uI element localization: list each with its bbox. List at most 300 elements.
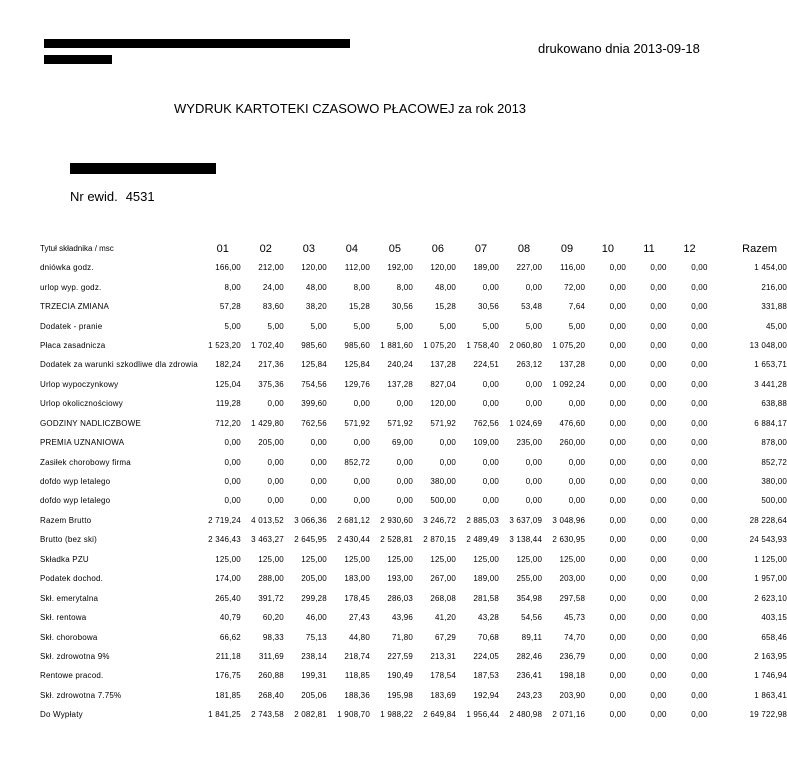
cell-value: 391,72: [258, 593, 284, 603]
cell-value: 203,00: [559, 574, 586, 584]
cell-value: 0,00: [525, 399, 543, 409]
cell-value: 0,00: [691, 321, 708, 331]
cell-value: 0,00: [482, 496, 500, 506]
cell-value: 53,48: [521, 302, 543, 312]
row-total: 403,15: [761, 613, 787, 623]
cell-value: 0,00: [568, 457, 586, 467]
column-header-month: 09: [560, 242, 574, 255]
cell-value: 0,00: [691, 593, 708, 603]
table-row: [40, 550, 787, 569]
cell-value: 0,00: [609, 438, 627, 448]
cell-value: 15,28: [348, 302, 370, 312]
cell-value: 1 075,20: [423, 340, 457, 350]
cell-value: 224,51: [473, 360, 500, 370]
row-label: Skł. emerytalna: [40, 593, 99, 603]
row-total: 2 623,10: [754, 593, 787, 603]
cell-value: 281,58: [473, 593, 500, 603]
cell-value: 288,00: [258, 574, 284, 584]
cell-value: 112,00: [344, 263, 370, 273]
cell-value: 40,79: [219, 613, 241, 623]
cell-value: 0,00: [353, 399, 370, 409]
cell-value: 1 758,40: [466, 340, 500, 350]
row-label: GODZINY NADLICZBOWE: [40, 418, 141, 428]
cell-value: 2 082,81: [294, 710, 327, 720]
cell-value: 137,28: [430, 360, 457, 370]
cell-value: 311,69: [258, 651, 284, 661]
cell-value: 2 649,84: [423, 710, 457, 720]
cell-value: 217,36: [258, 360, 284, 370]
cell-value: 125,84: [344, 360, 370, 370]
cell-value: 0,00: [568, 496, 586, 506]
cell-value: 125,04: [215, 379, 241, 389]
row-total: 638,88: [761, 399, 787, 409]
cell-value: 0,00: [691, 690, 708, 700]
cell-value: 1 075,20: [552, 340, 586, 350]
cell-value: 0,00: [691, 340, 708, 350]
cell-value: 1 908,70: [337, 710, 370, 720]
cell-value: 48,00: [435, 282, 457, 292]
row-total: 28 228,64: [749, 515, 787, 525]
cell-value: 0,00: [609, 418, 627, 428]
column-header-month: 01: [216, 242, 229, 255]
cell-value: 0,00: [224, 496, 241, 506]
row-total: 45,00: [765, 321, 787, 331]
cell-value: 198,18: [559, 671, 586, 681]
cell-value: 0,00: [310, 438, 327, 448]
cell-value: 571,92: [387, 418, 414, 428]
cell-value: 0,00: [224, 457, 241, 467]
cell-value: 0,00: [691, 438, 708, 448]
redacted-employee-name: [70, 163, 216, 174]
cell-value: 0,00: [609, 515, 627, 525]
table-row: [40, 588, 787, 607]
row-total: 500,00: [761, 496, 787, 506]
cell-value: 83,60: [262, 302, 284, 312]
row-label: dniówka godz.: [40, 263, 94, 273]
cell-value: 137,28: [559, 360, 586, 370]
cell-value: 5,00: [224, 321, 241, 331]
cell-value: 0,00: [609, 613, 627, 623]
row-label: Skł. zdrowotna 9%: [40, 651, 110, 661]
table-row: [40, 569, 787, 588]
cell-value: 0,00: [525, 477, 543, 487]
row-label: TRZECIA ZMIANA: [40, 302, 110, 312]
cell-value: 0,00: [650, 438, 667, 448]
cell-value: 0,00: [353, 438, 370, 448]
cell-value: 15,28: [435, 302, 457, 312]
cell-value: 189,00: [473, 263, 500, 273]
cell-value: 0,00: [691, 574, 708, 584]
cell-value: 238,14: [301, 651, 327, 661]
cell-value: 46,00: [305, 613, 327, 623]
cell-value: 5,00: [482, 321, 500, 331]
cell-value: 827,04: [430, 379, 457, 389]
cell-value: 125,00: [387, 554, 414, 564]
row-total: 2 163,95: [754, 651, 787, 661]
table-row: [40, 277, 787, 296]
cell-value: 0,00: [691, 418, 708, 428]
cell-value: 235,00: [516, 438, 543, 448]
cell-value: 67,29: [435, 632, 457, 642]
cell-value: 0,00: [396, 496, 414, 506]
cell-value: 399,60: [301, 399, 327, 409]
cell-value: 0,00: [650, 496, 667, 506]
cell-value: 0,00: [691, 535, 708, 545]
row-label: Skł. chorobowa: [40, 632, 98, 642]
cell-value: 0,00: [650, 690, 667, 700]
cell-value: 54,56: [521, 613, 543, 623]
cell-value: 0,00: [691, 554, 708, 564]
cell-value: 0,00: [691, 515, 708, 525]
row-label: dofdo wyp letalego: [40, 477, 111, 487]
cell-value: 0,00: [650, 593, 667, 603]
cell-value: 3 246,72: [423, 515, 457, 525]
payroll-table: [40, 239, 787, 725]
cell-value: 0,00: [691, 263, 708, 273]
cell-value: 0,00: [650, 477, 667, 487]
cell-value: 0,00: [224, 438, 241, 448]
row-total: 3 441,28: [754, 379, 787, 389]
cell-value: 193,00: [387, 574, 414, 584]
cell-value: 0,00: [650, 632, 667, 642]
table-row: [40, 258, 787, 277]
cell-value: 0,00: [568, 399, 586, 409]
cell-value: 375,36: [258, 379, 284, 389]
cell-value: 476,60: [559, 418, 586, 428]
row-label: Zasiłek chorobowy firma: [40, 457, 131, 467]
cell-value: 0,00: [650, 399, 667, 409]
row-label: Rentowe pracod.: [40, 671, 104, 681]
cell-value: 5,00: [568, 321, 586, 331]
cell-value: 213,31: [430, 651, 457, 661]
cell-value: 1 024,69: [509, 418, 543, 428]
cell-value: 2 870,15: [423, 535, 457, 545]
table-row: [40, 452, 787, 471]
cell-value: 2 885,03: [466, 515, 500, 525]
cell-value: 166,00: [215, 263, 241, 273]
cell-value: 205,06: [301, 690, 327, 700]
cell-value: 260,88: [258, 671, 284, 681]
cell-value: 0,00: [482, 379, 500, 389]
cell-value: 0,00: [650, 340, 667, 350]
cell-value: 0,00: [525, 496, 543, 506]
cell-value: 762,56: [473, 418, 500, 428]
row-total: 1 863,41: [754, 690, 787, 700]
cell-value: 0,00: [691, 477, 708, 487]
cell-value: 985,60: [301, 340, 327, 350]
cell-value: 125,00: [344, 554, 370, 564]
cell-value: 183,00: [344, 574, 370, 584]
cell-value: 0,00: [609, 554, 627, 564]
cell-value: 0,00: [691, 651, 708, 661]
cell-value: 3 048,96: [552, 515, 586, 525]
row-total: 1 653,71: [754, 360, 787, 370]
column-header-month: 08: [517, 242, 531, 255]
cell-value: 48,00: [305, 282, 327, 292]
cell-value: 3 637,09: [509, 515, 543, 525]
cell-value: 183,69: [430, 690, 457, 700]
row-total: 878,00: [761, 438, 787, 448]
cell-value: 0,00: [609, 282, 627, 292]
cell-value: 2 430,44: [337, 535, 370, 545]
cell-value: 0,00: [650, 282, 667, 292]
cell-value: 4 013,52: [251, 515, 284, 525]
cell-value: 205,00: [301, 574, 327, 584]
cell-value: 2 346,43: [208, 535, 241, 545]
cell-value: 0,00: [609, 399, 627, 409]
cell-value: 5,00: [267, 321, 284, 331]
row-total: 852,72: [761, 457, 787, 467]
cell-value: 0,00: [609, 340, 627, 350]
cell-value: 203,90: [559, 690, 586, 700]
cell-value: 70,68: [478, 632, 500, 642]
row-label: Urlop okolicznościowy: [40, 399, 123, 409]
cell-value: 268,08: [430, 593, 457, 603]
cell-value: 0,00: [650, 710, 667, 720]
cell-value: 0,00: [691, 457, 708, 467]
cell-value: 5,00: [439, 321, 457, 331]
cell-value: 2 489,49: [466, 535, 500, 545]
cell-value: 299,28: [301, 593, 327, 603]
cell-value: 286,03: [387, 593, 414, 603]
cell-value: 109,00: [473, 438, 500, 448]
cell-value: 125,00: [516, 554, 543, 564]
cell-value: 2 930,60: [380, 515, 414, 525]
cell-value: 120,00: [301, 263, 327, 273]
row-label: Skł. rentowa: [40, 613, 87, 623]
cell-value: 0,00: [267, 399, 284, 409]
cell-value: 0,00: [650, 613, 667, 623]
table-row: [40, 316, 787, 335]
cell-value: 5,00: [353, 321, 370, 331]
cell-value: 0,00: [482, 457, 500, 467]
column-header-month: 06: [431, 242, 445, 255]
cell-value: 265,40: [215, 593, 241, 603]
row-label: Płaca zasadnicza: [40, 340, 106, 350]
cell-value: 5,00: [525, 321, 543, 331]
table-row: [40, 608, 787, 627]
cell-value: 0,00: [525, 457, 543, 467]
cell-value: 218,74: [344, 651, 370, 661]
cell-value: 38,20: [305, 302, 327, 312]
table-row: [40, 686, 787, 705]
cell-value: 0,00: [650, 515, 667, 525]
cell-value: 125,00: [430, 554, 457, 564]
cell-value: 178,45: [344, 593, 370, 603]
cell-value: 0,00: [691, 360, 708, 370]
cell-value: 0,00: [691, 613, 708, 623]
cell-value: 297,58: [559, 593, 586, 603]
cell-value: 0,00: [310, 496, 327, 506]
cell-value: 268,40: [258, 690, 284, 700]
cell-value: 120,00: [430, 263, 457, 273]
column-header-label: Tytuł składnika / msc: [40, 244, 114, 253]
cell-value: 0,00: [650, 360, 667, 370]
cell-value: 0,00: [609, 263, 627, 273]
cell-value: 118,85: [344, 671, 370, 681]
redacted-company-city: [44, 55, 112, 64]
cell-value: 125,84: [301, 360, 327, 370]
cell-value: 0,00: [691, 282, 708, 292]
table-row: [40, 705, 787, 724]
cell-value: 1 702,40: [251, 340, 284, 350]
cell-value: 2 719,24: [208, 515, 241, 525]
cell-value: 30,56: [391, 302, 414, 312]
column-header-total: Razem: [742, 242, 777, 255]
cell-value: 0,00: [691, 302, 708, 312]
column-header-month: 12: [683, 242, 696, 255]
cell-value: 192,00: [387, 263, 414, 273]
table-row: [40, 433, 787, 452]
cell-value: 125,00: [258, 554, 284, 564]
cell-value: 255,00: [516, 574, 543, 584]
cell-value: 2 681,12: [337, 515, 370, 525]
cell-value: 60,20: [262, 613, 284, 623]
cell-value: 0,00: [267, 496, 284, 506]
cell-value: 8,00: [396, 282, 414, 292]
cell-value: 1 429,80: [251, 418, 284, 428]
cell-value: 199,31: [301, 671, 327, 681]
cell-value: 571,92: [344, 418, 370, 428]
cell-value: 7,64: [568, 302, 586, 312]
cell-value: 0,00: [650, 554, 667, 564]
row-total: 13 048,00: [749, 340, 787, 350]
cell-value: 190,49: [387, 671, 414, 681]
cell-value: 2 071,16: [552, 710, 586, 720]
cell-value: 0,00: [267, 477, 284, 487]
employee-number: [70, 189, 155, 204]
cell-value: 227,00: [516, 263, 543, 273]
cell-value: 5,00: [310, 321, 327, 331]
cell-value: 125,00: [215, 554, 241, 564]
row-total: 24 543,93: [749, 535, 787, 545]
cell-value: 30,56: [478, 302, 500, 312]
cell-value: 74,70: [564, 632, 586, 642]
cell-value: 0,00: [691, 710, 708, 720]
cell-value: 985,60: [344, 340, 370, 350]
cell-value: 189,00: [473, 574, 500, 584]
cell-value: 0,00: [525, 379, 543, 389]
cell-value: 181,85: [215, 690, 241, 700]
employee-number-value: 4531: [125, 189, 155, 204]
cell-value: 195,98: [387, 690, 414, 700]
table-row: [40, 666, 787, 685]
cell-value: 0,00: [650, 263, 667, 273]
cell-value: 57,28: [219, 302, 241, 312]
cell-value: 762,56: [301, 418, 327, 428]
row-label: Urlop wypoczynkowy: [40, 379, 119, 389]
cell-value: 212,00: [258, 263, 284, 273]
cell-value: 0,00: [609, 496, 627, 506]
cell-value: 2 528,81: [380, 535, 414, 545]
cell-value: 0,00: [439, 438, 457, 448]
table-row: [40, 647, 787, 666]
cell-value: 43,28: [478, 613, 500, 623]
cell-value: 260,00: [559, 438, 586, 448]
row-label: urlop wyp. godz.: [40, 282, 102, 292]
cell-value: 754,56: [301, 379, 327, 389]
cell-value: 0,00: [691, 399, 708, 409]
row-total: 380,00: [761, 477, 787, 487]
cell-value: 0,00: [396, 399, 414, 409]
cell-value: 44,80: [348, 632, 370, 642]
cell-value: 3 463,27: [251, 535, 284, 545]
cell-value: 0,00: [609, 321, 627, 331]
cell-value: 0,00: [609, 574, 627, 584]
cell-value: 89,11: [521, 632, 543, 642]
row-total: 1 125,00: [754, 554, 787, 564]
cell-value: 137,28: [387, 379, 414, 389]
cell-value: 852,72: [344, 457, 370, 467]
cell-value: 0,00: [650, 535, 667, 545]
column-header-month: 03: [302, 242, 315, 255]
row-label: Składka PZU: [40, 554, 89, 564]
report-title: WYDRUK KARTOTEKI CZASOWO PŁACOWEJ za rok 2013: [174, 101, 527, 116]
row-total: 1 957,00: [754, 574, 787, 584]
cell-value: 211,18: [215, 651, 241, 661]
print-date: drukowano dnia 2013-09-18: [538, 41, 700, 56]
table-row: [40, 472, 787, 491]
cell-value: 0,00: [482, 477, 500, 487]
table-row: [40, 627, 787, 646]
cell-value: 125,00: [301, 554, 327, 564]
cell-value: 0,00: [609, 651, 627, 661]
cell-value: 0,00: [650, 321, 667, 331]
cell-value: 0,00: [650, 574, 667, 584]
cell-value: 0,00: [650, 379, 667, 389]
cell-value: 178,54: [430, 671, 457, 681]
table-row: [40, 530, 787, 549]
cell-value: 72,00: [564, 282, 586, 292]
row-label: Razem Brutto: [40, 515, 92, 525]
cell-value: 0,00: [691, 379, 708, 389]
cell-value: 176,75: [215, 671, 241, 681]
employee-number-label: Nr ewid.: [70, 189, 118, 204]
cell-value: 0,00: [609, 671, 627, 681]
cell-value: 2 645,95: [294, 535, 327, 545]
cell-value: 0,00: [310, 457, 327, 467]
cell-value: 0,00: [609, 360, 627, 370]
cell-value: 240,24: [387, 360, 414, 370]
cell-value: 0,00: [609, 379, 627, 389]
cell-value: 0,00: [482, 282, 500, 292]
cell-value: 2 480,98: [509, 710, 543, 720]
table-body: [40, 258, 787, 725]
column-header-month: 04: [345, 242, 358, 255]
cell-value: 236,41: [516, 671, 543, 681]
cell-value: 224,05: [473, 651, 500, 661]
cell-value: 0,00: [650, 418, 667, 428]
cell-value: 8,00: [353, 282, 370, 292]
cell-value: 125,00: [559, 554, 586, 564]
cell-value: 0,00: [609, 535, 627, 545]
cell-value: 69,00: [391, 438, 414, 448]
cell-value: 1 523,20: [208, 340, 241, 350]
cell-value: 1 881,60: [380, 340, 414, 350]
cell-value: 0,00: [396, 457, 414, 467]
cell-value: 5,00: [396, 321, 414, 331]
cell-value: 71,80: [391, 632, 414, 642]
cell-value: 129,76: [344, 379, 370, 389]
table-row: [40, 336, 787, 355]
row-total: 331,88: [761, 302, 787, 312]
cell-value: 120,00: [430, 399, 457, 409]
cell-value: 236,79: [559, 651, 586, 661]
cell-value: 27,43: [348, 613, 370, 623]
cell-value: 2 060,80: [509, 340, 543, 350]
column-header-month: 10: [601, 242, 615, 255]
table-row: [40, 297, 787, 316]
